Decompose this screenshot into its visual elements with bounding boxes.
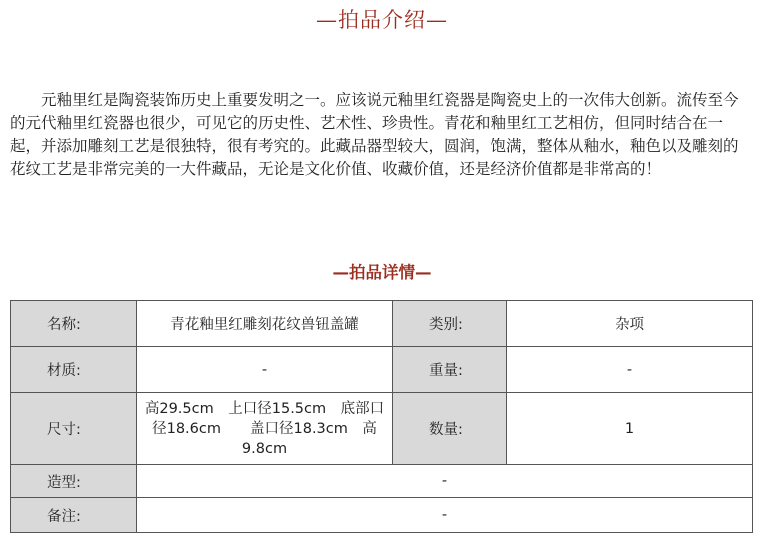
size-value: 高29.5cm 上口径15.5cm 底部口径18.6cm 盖口径18.3cm 高9.8cm [137, 393, 393, 465]
material-label: 材质: [11, 347, 137, 393]
material-value: - [137, 347, 393, 393]
table-row [11, 393, 753, 465]
weight-value: - [507, 347, 753, 393]
category-value: 杂项 [507, 301, 753, 347]
table-row [11, 465, 753, 498]
size-label: 尺寸: [11, 393, 137, 465]
name-label: 名称: [11, 301, 137, 347]
category-label: 类别: [393, 301, 507, 347]
table-row [11, 498, 753, 533]
name-value: 青花釉里红雕刻花纹兽钮盖罐 [137, 301, 393, 347]
table-row [11, 347, 753, 393]
details-table [10, 300, 753, 533]
intro-paragraph: 元釉里红是陶瓷装饰历史上重要发明之一。应该说元釉里红瓷器是陶瓷史上的一次伟大创新。流传至今的元代釉里红瓷器也很少，可见它的历史性、艺术性、珍贵性。青花和釉里红工艺相仿，但同时结合在一起，并添加雕刻工艺是很独特，很有考究的。此藏品器型较大，圆润，饱满，整体从釉水，釉色以及雕刻的花纹工艺是非常完美的一大件藏品，无论是文化价值、收藏价值，还是经济价值都是非常高的！ [10, 91, 739, 178]
details-section-title: —拍品详情— [332, 263, 432, 282]
remarks-value: - [137, 498, 753, 533]
weight-label: 重量: [393, 347, 507, 393]
remarks-label: 备注: [11, 498, 137, 533]
shape-label: 造型: [11, 465, 137, 498]
quantity-label: 数量: [393, 393, 507, 465]
intro-section-title: —拍品介绍— [316, 8, 448, 32]
quantity-value: 1 [507, 393, 753, 465]
shape-value: - [137, 465, 753, 498]
table-row [11, 301, 753, 347]
